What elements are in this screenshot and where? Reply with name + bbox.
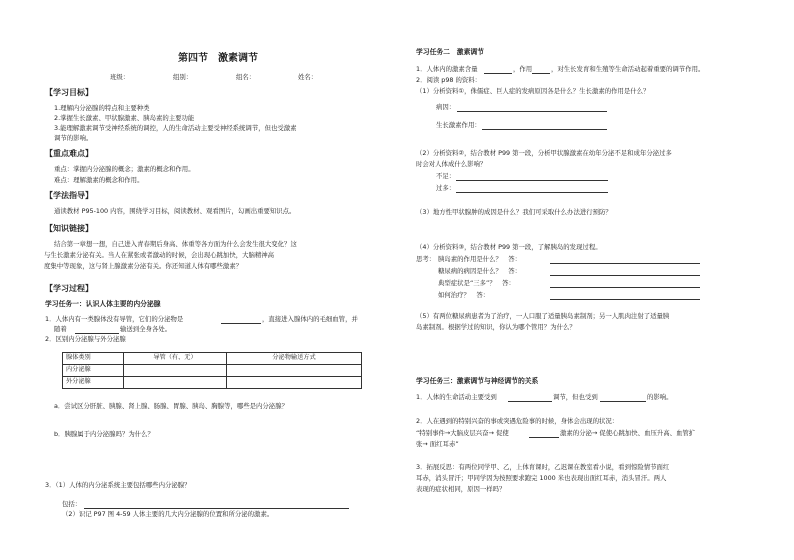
task2-q2-4: （4）分析资料③，结合教材 P99 第一段，了解胰岛的发现过程。 bbox=[416, 243, 602, 251]
gland-comparison-table bbox=[62, 352, 362, 389]
links-line-1: 结合第一章想一想，自己进入青春期后身高、体重等各方面为什么会发生很大变化？这 bbox=[54, 240, 297, 248]
task1-q2: 2．区别内分泌腺与外分泌腺 bbox=[45, 335, 126, 343]
left-column bbox=[40, 0, 395, 560]
task3-q3a: 3．拓展反思：有两位同学甲、乙，上体育课时，乙迟课在教室看小说，看到惊险情节面红 bbox=[416, 463, 670, 471]
task3-q3b: 耳赤，消头冒汗；甲同学因为按照要求跑完 1000 米也表现出面红耳赤，消头冒汗。两人 bbox=[416, 474, 667, 482]
lack-blank[interactable] bbox=[456, 180, 608, 181]
task1-include-blank[interactable] bbox=[84, 508, 349, 509]
task2-q1b: ，作用 bbox=[513, 65, 533, 73]
task2-q2-5a: （5）有两位糖尿病患者为了治疗，一人口服了适量胰岛素制剂；另一人肌肉注射了适量胰 bbox=[416, 312, 670, 320]
task2-q2-3: （3）地方性甲状腺肿的成因是什么？我们可采取什么办法进行预防？ bbox=[416, 208, 612, 216]
goals-heading: 【学习目标】 bbox=[45, 88, 93, 97]
task1-q3: 3．（1）人体的内分泌系统主要包括哪些内分泌腺？ bbox=[45, 481, 191, 489]
keypoint-focus: 重点：掌握内分泌腺的概念；激素的概念和作用。 bbox=[54, 165, 195, 173]
task1-q1a: 1．人体内有一类腺体没有导管，它们的分泌物是 bbox=[45, 315, 184, 323]
links-line-3: 度集中等现象，这与肾上腺激素分泌有关。你还知道人体有哪些激素？ bbox=[44, 262, 243, 270]
task1-qb: b．胰腺属于内分泌腺吗？为什么？ bbox=[54, 430, 154, 438]
think-blank-3[interactable] bbox=[550, 287, 700, 288]
excess-label: 过多： bbox=[436, 184, 456, 192]
task1-q1c: 随着 bbox=[54, 325, 67, 333]
gh-role-blank[interactable] bbox=[482, 129, 607, 130]
goal-3-cont: 调节的影响。 bbox=[54, 134, 93, 142]
task3-chain-a: “特别事件→大脑皮层兴奋→ 促使 bbox=[416, 429, 509, 437]
goal-2: 2.掌握生长激素、甲状腺激素、胰岛素的主要功能 bbox=[54, 114, 195, 122]
task1-blank-2[interactable] bbox=[75, 333, 119, 334]
task3-q1c: 的影响。 bbox=[647, 393, 673, 401]
task3-q1a: 1．人体的生命活动主要受到 bbox=[416, 393, 497, 401]
table-cell-input[interactable] bbox=[124, 377, 227, 389]
think-q4: 如何治疗？ 答： bbox=[438, 291, 490, 299]
excess-blank[interactable] bbox=[456, 192, 608, 193]
cause-blank[interactable] bbox=[457, 111, 607, 112]
task2-q2-2b: 时会对人体成什么影响？ bbox=[416, 160, 487, 168]
task2-heading: 学习任务二 激素调节 bbox=[416, 48, 484, 56]
gh-role-label: 生长激素作用： bbox=[436, 121, 481, 129]
think-blank-4[interactable] bbox=[550, 299, 700, 300]
class-label: 班级： bbox=[110, 73, 130, 81]
task1-q1d: 输送到全身各处。 bbox=[120, 325, 172, 333]
cause-label: 病因： bbox=[436, 103, 456, 111]
table-row-label: 内分泌腺 bbox=[63, 365, 124, 377]
keypoints-heading: 【重点难点】 bbox=[45, 149, 93, 158]
table-row-label: 外分泌腺 bbox=[63, 377, 124, 389]
task2-blank-1[interactable] bbox=[484, 73, 512, 74]
table-header-cell: 导管（有、无） bbox=[124, 353, 227, 365]
table-row bbox=[63, 365, 362, 377]
table-header-cell: 腺体类别 bbox=[63, 353, 124, 365]
task1-blank-1[interactable] bbox=[221, 323, 261, 324]
table-header-cell: 分泌物输送方式 bbox=[227, 353, 362, 365]
keypoint-difficulty: 难点：理解激素的概念和作用。 bbox=[54, 176, 144, 184]
think-q3: 典型症状是“三多”？ 答： bbox=[438, 279, 515, 287]
think-blank-2[interactable] bbox=[550, 275, 700, 276]
table-row bbox=[63, 377, 362, 389]
task3-chain-b: 激素的分泌→ 促使心跳加快、血压升高、血管扩 bbox=[560, 429, 696, 437]
task2-q1c: ，对生长发育和生殖等生命活动起着重要的调节作用。 bbox=[551, 65, 705, 73]
task3-q2: 2．人在遇到的特别兴奋的事或突遇危险事的时候，身体会出现的状况： bbox=[416, 417, 619, 425]
task3-blank-1[interactable] bbox=[508, 401, 552, 402]
lack-label: 不足： bbox=[436, 172, 456, 180]
links-heading: 【知识链接】 bbox=[45, 224, 93, 233]
table-cell-input[interactable] bbox=[227, 365, 362, 377]
think-label: 思考： bbox=[416, 255, 436, 263]
task3-chain-c: 张→ 面红耳赤” bbox=[416, 440, 459, 448]
task1-q1b: ，直接进入腺体内的毛细血管，并 bbox=[262, 315, 358, 323]
links-line-2: 与生长激素分泌有关。当人在紧张或者激动的时候，会出现心跳加快，大脑精神高 bbox=[44, 251, 275, 259]
think-blank-1[interactable] bbox=[550, 263, 700, 264]
group-name-label: 组名： bbox=[236, 73, 256, 81]
task3-blank-2[interactable] bbox=[600, 401, 646, 402]
think-q1: 胰岛素的作用是什么？ 答： bbox=[438, 255, 522, 263]
task1-q3b: （2）识记 P97 图 4-59 人体主要的几大内分泌腺的位置和所分泌的激素。 bbox=[62, 510, 274, 518]
student-name-label: 姓名： bbox=[298, 73, 318, 81]
table-header-row bbox=[63, 353, 362, 365]
goal-3: 3.能理解激素调节受神经系统的调控，人的生命活动主要受神经系统调节，但也受激素 bbox=[54, 124, 297, 132]
task2-q2-2a: （2）分析资料②，结合教材 P99 第一段，分析甲状腺激素在幼年分泌不足和成年分泌过多 bbox=[416, 149, 672, 157]
guide-text: 通读教材 P95-100 内容，围绕学习目标，阅读教材、观看图片，勾画出重要知识点。 bbox=[54, 207, 296, 215]
task1-qa: a．尝试区分肝脏、胰腺、肾上腺、肠腺、胃腺、胰岛、胸腺等，哪些是内分泌腺？ bbox=[54, 402, 288, 410]
task1-include-label: 包括： bbox=[62, 500, 82, 508]
task2-q2: 2．阅读 p98 的资料： bbox=[416, 76, 482, 84]
process-heading: 【学习过程】 bbox=[45, 284, 93, 293]
task3-q1b: 调节，但也受到 bbox=[553, 393, 598, 401]
task3-heading: 学习任务三：激素调节与神经调节的关系 bbox=[416, 377, 539, 385]
table-cell-input[interactable] bbox=[227, 377, 362, 389]
guide-heading: 【学法指导】 bbox=[45, 191, 93, 200]
goal-1: 1.理解内分泌腺的特点和主要种类 bbox=[54, 104, 150, 112]
task2-q1a: 1．人体内的激素含量 bbox=[416, 65, 478, 73]
task3-q3c: 表现的症状相同，原因一样吗？ bbox=[416, 485, 506, 493]
task2-blank-2[interactable] bbox=[532, 73, 550, 74]
table-cell-input[interactable] bbox=[124, 365, 227, 377]
task3-blank-3[interactable] bbox=[529, 437, 559, 438]
task2-q2-1: （1）分析资料①，侏儒症、巨人症的发病原因各是什么？生长激素的作用是什么？ bbox=[416, 87, 650, 95]
think-q2: 糖尿病的病因是什么？ 答： bbox=[438, 267, 522, 275]
task2-q2-5b: 岛素制剂。根据学过的知识，你认为哪个管用？为什么？ bbox=[416, 323, 576, 331]
page-title: 第四节 激素调节 bbox=[178, 53, 258, 64]
group-label: 组别： bbox=[173, 73, 193, 81]
task1-heading: 学习任务一：认识人体主要的内分泌腺 bbox=[45, 300, 161, 308]
right-column bbox=[412, 0, 772, 560]
